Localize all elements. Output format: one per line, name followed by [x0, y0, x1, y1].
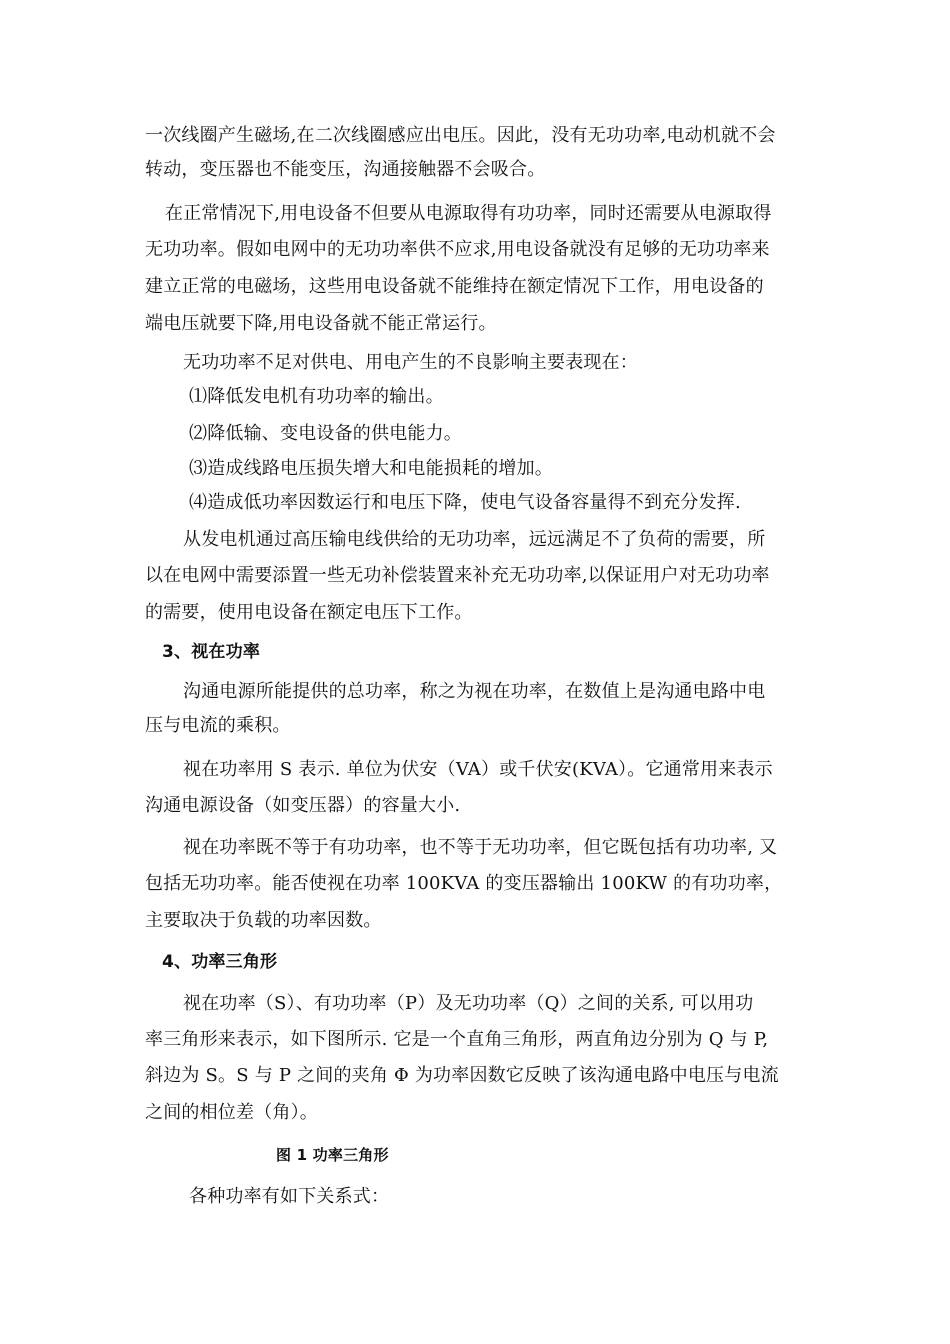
paragraph-line: 视在功率用 S 表示. 单位为伏安（VA）或千伏安(KVA）。它通常用来表示 — [183, 759, 773, 780]
effects-item: ⑶造成线路电压损失增大和电能损耗的增加。 — [189, 458, 553, 479]
figure-caption: 图 1 功率三角形 — [276, 1146, 389, 1164]
paragraph-line: 端电压就要下降,用电设备就不能正常运行。 — [145, 313, 497, 334]
paragraph-line: 无功功率。假如电网中的无功功率供不应求,用电设备就没有足够的无功功率来 — [145, 239, 770, 260]
paragraph-line: 转动，变压器也不能变压，沟通接触器不会吸合。 — [145, 159, 546, 180]
paragraph-line: 沟通电源设备（如变压器）的容量大小. — [145, 795, 461, 816]
paragraph-line: 从发电机通过高压输电线供给的无功功率，远远满足不了负荷的需要，所 — [183, 529, 766, 550]
paragraph-line: 主要取决于负载的功率因数。 — [145, 910, 382, 931]
paragraph-line: 率三角形来表示，如下图所示. 它是一个直角三角形，两直角边分别为 Q 与 P, — [145, 1029, 769, 1050]
section-heading: 4、功率三角形 — [162, 952, 278, 972]
paragraph-line: 之间的相位差（角）。 — [145, 1102, 318, 1123]
effects-item: ⑵降低输、变电设备的供电能力。 — [189, 423, 462, 444]
section-heading: 3、视在功率 — [162, 642, 261, 662]
paragraph-line: 以在电网中需要添置一些无功补偿装置来补充无功功率,以保证用户对无功功率 — [145, 565, 770, 586]
paragraph-line: 各种功率有如下关系式： — [189, 1186, 390, 1207]
paragraph-line: 视在功率（S）、有功功率（P）及无功功率（Q）之间的关系, 可以用功 — [183, 993, 754, 1014]
paragraph-line: 一次线圈产生磁场,在二次线圈感应出电压。因此，没有无功功率,电动机就不会 — [145, 125, 776, 146]
paragraph-line: 在正常情况下,用电设备不但要从电源取得有功功率，同时还需要从电源取得 — [165, 203, 772, 224]
effects-item: ⑷造成低功率因数运行和电压下降，使电气设备容量得不到充分发挥. — [189, 492, 741, 513]
paragraph-line: 的需要，使用电设备在额定电压下工作。 — [145, 602, 473, 623]
paragraph-line: 视在功率既不等于有功功率，也不等于无功功率，但它既包括有功功率, 又 — [183, 837, 778, 858]
paragraph-line: 沟通电源所能提供的总功率，称之为视在功率，在数值上是沟通电路中电 — [183, 681, 766, 702]
paragraph-line: 斜边为 S。S 与 P 之间的夹角 Φ 为功率因数它反映了该沟通电路中电压与电流 — [145, 1065, 779, 1086]
paragraph-line: 包括无功功率。能否使视在功率 100KVA 的变压器输出 100KW 的有功功率， — [145, 873, 783, 894]
paragraph-line: 压与电流的乘积。 — [145, 715, 291, 736]
effects-item: ⑴降低发电机有功功率的输出。 — [189, 386, 444, 407]
paragraph-line: 建立正常的电磁场，这些用电设备就不能维持在额定情况下工作，用电设备的 — [145, 276, 764, 297]
effects-lead: 无功功率不足对供电、用电产生的不良影响主要表现在： — [183, 352, 638, 373]
